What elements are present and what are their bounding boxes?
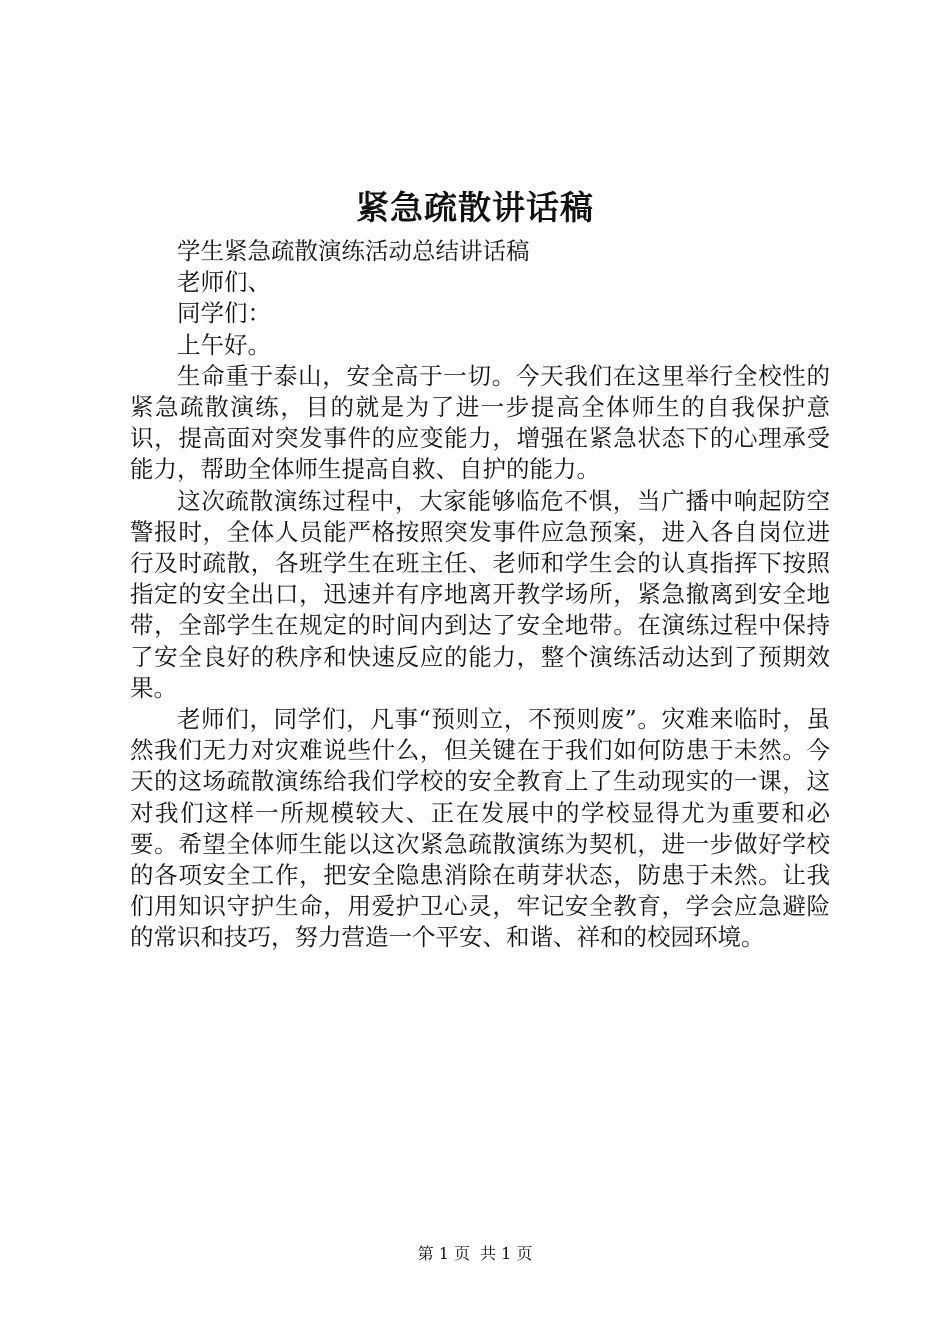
page-total: 共 1 页 [480,1244,533,1263]
document-body [130,236,830,954]
paragraph-purpose: 生命重于泰山，安全高于一切。今天我们在这里举行全校性的紧急疏散演练，目的就是为了进一步提高全体师生的自我保护意识，提高面对突发事件的应变能力，增强在紧急状态下的心理承受能力，帮助全体师生提高自救、自护的能力。 [130,361,830,484]
paragraph-drill-process: 这次疏散演练过程中，大家能够临危不惧，当广播中响起防空警报时，全体人员能严格按照突发事件应急预案，进入各自岗位进行及时疏散，各班学生在班主任、老师和学生会的认真指挥下按照指定的安全出口，迅速并有序地离开教学场所，紧急撤离到安全地带，全部学生在规定的时间内到达了安全地带。在演练过程中保持了安全良好的秩序和快速反应的能力，整个演练活动达到了预期效果。 [130,486,830,702]
greeting-morning: 上午好。 [177,330,271,359]
document-title: 紧急疏散讲话稿 [356,188,594,227]
greeting-students: 同学们： [177,299,271,328]
page-number: 第 1 页 [417,1244,470,1263]
speech-subtitle: 学生紧急疏散演练活动总结讲话稿 [177,237,530,265]
greeting-teachers: 老师们、 [177,268,271,297]
paragraph-closing: 老师们，同学们，凡事“预则立，不预则废”。灾难来临时，虽然我们无力对灾难说些什么，但关键在于我们如何防患于未然。今天的这场疏散演练给我们学校的安全教育上了生动现实的一课，这对我们这样一所规模较大、正在发展中的学校显得尤为重要和必要。希望全体师生能以这次紧急疏散演练为契机，进一步做好学校的各项安全工作，把安全隐患消除在萌芽状态，防患于未然。让我们用知识守护生命，用爱护卫心灵，牢记安全教育，学会应急避险的常识和技巧，努力营造一个平安、和谐、祥和的校园环境。 [130,705,830,952]
page-footer [0,1243,950,1265]
